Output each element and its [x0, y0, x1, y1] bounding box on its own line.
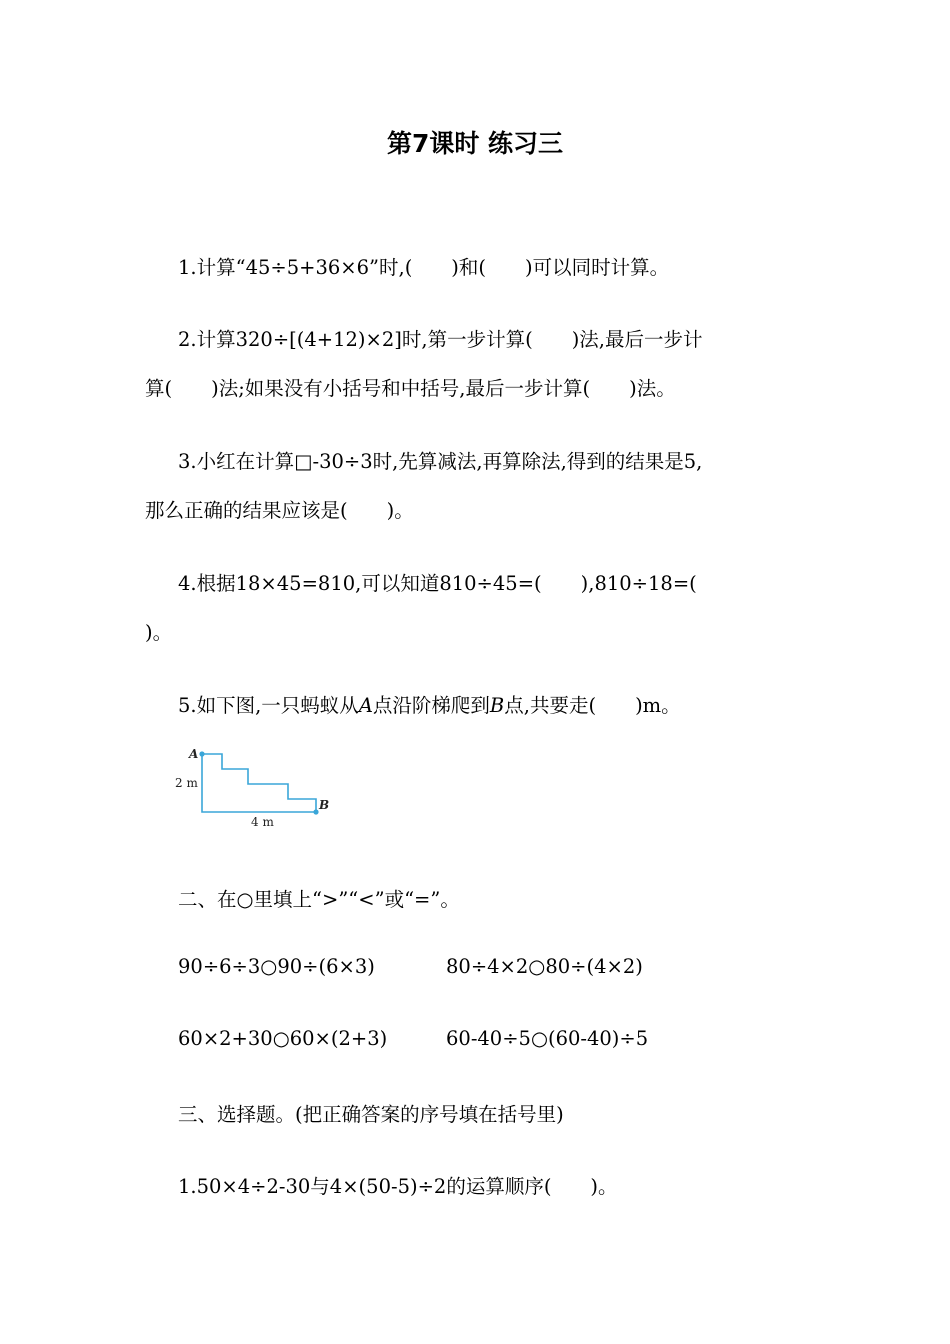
page-title: 第7课时 练习三 — [386, 129, 564, 158]
question-4-line-1: 4.根据18×45=810,可以知道810÷45=( ),810÷18=( — [178, 572, 697, 595]
figure-height-label: 2 m — [175, 776, 198, 790]
compare-2: 80÷4×2○80÷(4×2) — [446, 955, 643, 978]
question-2-line-1: 2.计算320÷[(4+12)×2]时,第一步计算( )法,最后一步计 — [178, 328, 703, 351]
part-3-heading: 三、选择题。(把正确答案的序号填在括号里) — [178, 1103, 564, 1126]
question-3-line-1: 3.小红在计算□-30÷3时,先算减法,再算除法,得到的结果是5, — [178, 450, 703, 473]
figure-label-b: B — [319, 798, 330, 812]
figure-label-a: A — [189, 747, 199, 761]
figure-width-label: 4 m — [251, 815, 274, 829]
compare-4: 60-40÷5○(60-40)÷5 — [446, 1027, 649, 1050]
point-a-dot — [199, 751, 204, 756]
staircase-outline — [202, 754, 316, 812]
point-b-label: B — [489, 694, 505, 717]
point-b-dot — [313, 809, 318, 814]
compare-3: 60×2+30○60×(2+3) — [178, 1027, 388, 1050]
point-a-label: A — [358, 694, 373, 717]
question-1: 1.计算“45÷5+36×6”时,( )和( )可以同时计算。 — [178, 256, 670, 279]
question-5-post: 点,共要走( )m。 — [504, 694, 681, 717]
compare-1: 90÷6÷3○90÷(6×3) — [178, 955, 375, 978]
question-3-line-2: 那么正确的结果应该是( )。 — [145, 499, 414, 522]
question-5-mid: 点沿阶梯爬到 — [372, 694, 490, 717]
question-2-line-2: 算( )法;如果没有小括号和中括号,最后一步计算( )法。 — [145, 377, 676, 400]
choice-question-1: 1.50×4÷2-30与4×(50-5)÷2的运算顺序( )。 — [178, 1175, 618, 1198]
question-5 — [178, 690, 681, 718]
question-4-line-2: )。 — [145, 621, 173, 644]
staircase-figure — [172, 742, 342, 832]
part-2-heading: 二、在○里填上“>”“<”或“=”。 — [178, 888, 460, 911]
question-5-pre: 5.如下图,一只蚂蚁从 — [178, 694, 359, 717]
